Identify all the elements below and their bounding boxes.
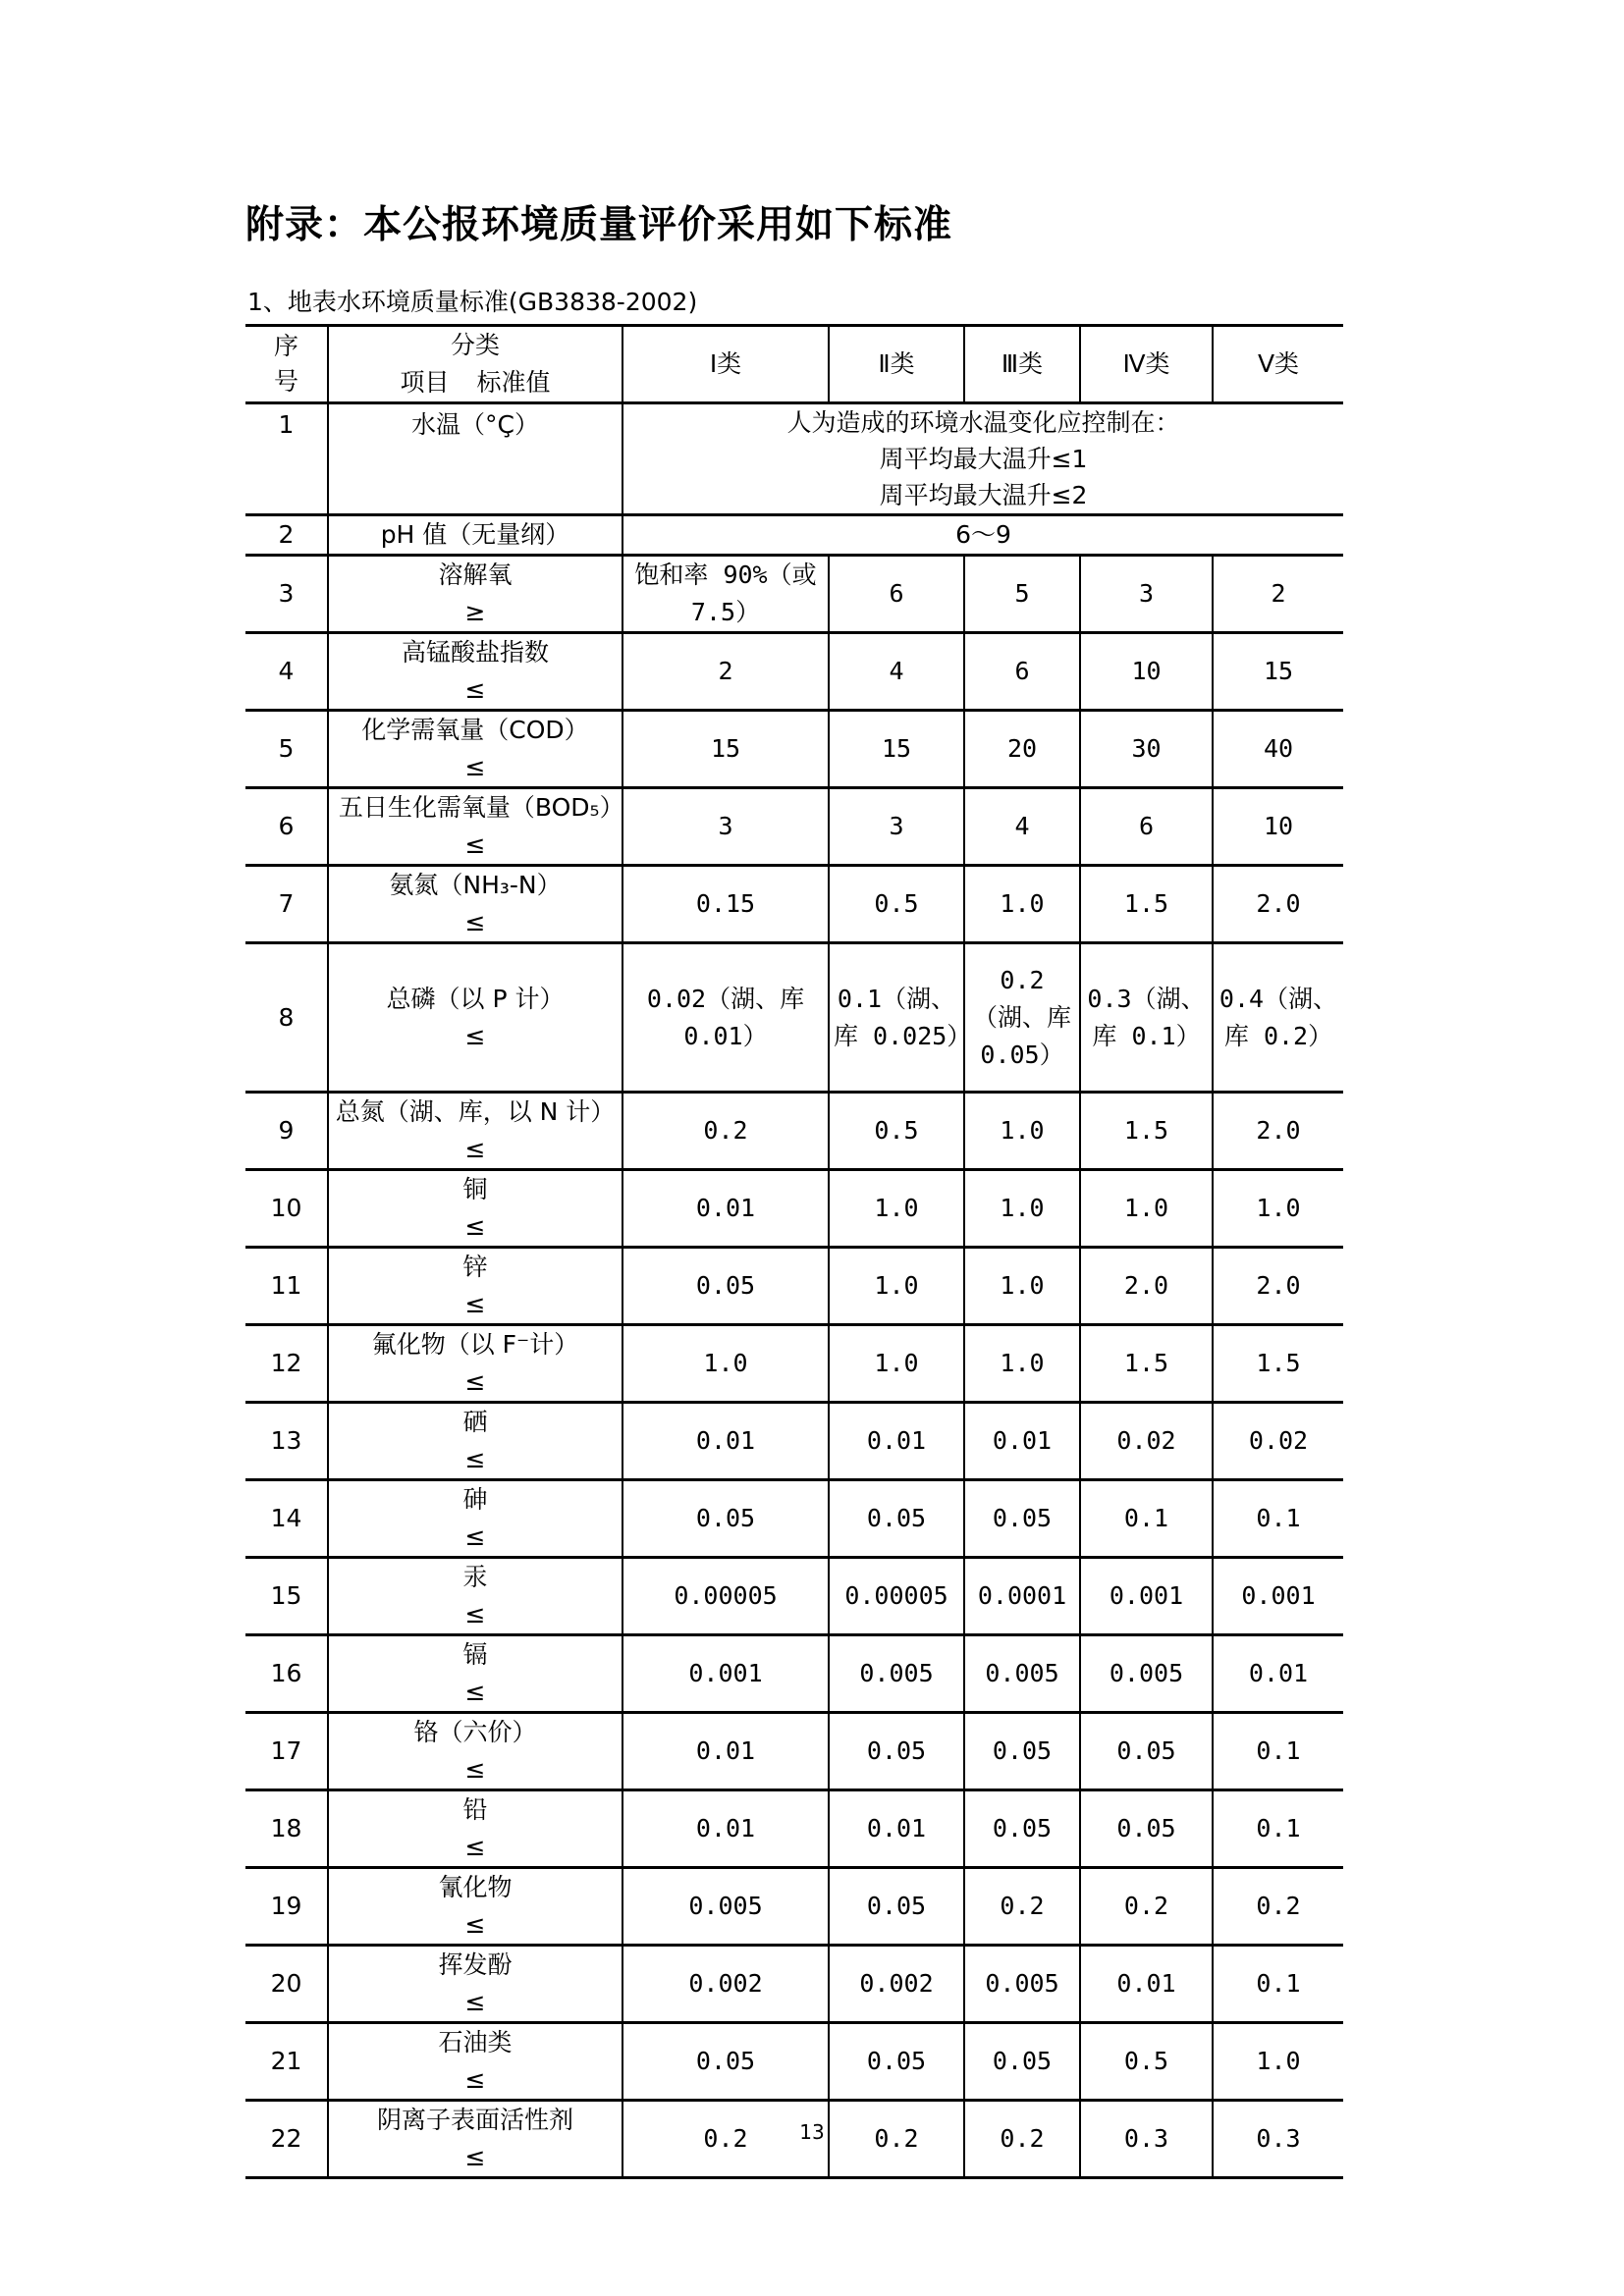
table-row bbox=[245, 1248, 1343, 1325]
row-no: 12 bbox=[245, 1325, 328, 1403]
row-operator: ≤ bbox=[464, 1833, 486, 1861]
value-class-3: 4 bbox=[964, 788, 1080, 866]
header-std: 标准值 bbox=[476, 368, 551, 397]
value-class-5: 0.3 bbox=[1213, 2101, 1343, 2178]
page-number: 13 bbox=[799, 2120, 825, 2144]
value-class-5: 10 bbox=[1213, 788, 1343, 866]
value-class-4: 3 bbox=[1080, 556, 1213, 633]
value-class-5: 2 bbox=[1213, 556, 1343, 633]
row-operator: ≤ bbox=[464, 2065, 486, 2094]
value-class-5: 0.1 bbox=[1213, 1713, 1343, 1790]
table-row bbox=[245, 1170, 1343, 1248]
header-class-5: Ⅴ类 bbox=[1213, 326, 1343, 403]
header-class-2: Ⅱ类 bbox=[829, 326, 964, 403]
value-class-1: 2 bbox=[623, 633, 829, 711]
row-no: 15 bbox=[245, 1558, 328, 1635]
table-row bbox=[245, 1325, 1343, 1403]
table-row bbox=[245, 1713, 1343, 1790]
value-class-4: 0.1 bbox=[1080, 1480, 1213, 1558]
table-row bbox=[245, 633, 1343, 711]
value-class-3: 1.0 bbox=[964, 866, 1080, 943]
value-class-3: 0.0001 bbox=[964, 1558, 1080, 1635]
row-name bbox=[328, 1790, 623, 1868]
value-class-5: 15 bbox=[1213, 633, 1343, 711]
table-row bbox=[245, 1093, 1343, 1170]
value-class-3: 0.01 bbox=[964, 1403, 1080, 1480]
value-class-3: 20 bbox=[964, 711, 1080, 788]
header-class-3: Ⅲ类 bbox=[964, 326, 1080, 403]
header-seq-line1: 序 bbox=[273, 332, 298, 360]
value-class-4: 0.001 bbox=[1080, 1558, 1213, 1635]
value-class-2: 0.05 bbox=[829, 1868, 964, 1946]
value-class-1: 1.0 bbox=[623, 1325, 829, 1403]
row-name bbox=[328, 1713, 623, 1790]
row-no: 14 bbox=[245, 1480, 328, 1558]
ph-range: 6～9 bbox=[623, 515, 1343, 556]
value-class-3: 6 bbox=[964, 633, 1080, 711]
row-name-text: 氰化物 bbox=[438, 1873, 513, 1901]
row-name bbox=[328, 1093, 623, 1170]
value-class-5: 0.001 bbox=[1213, 1558, 1343, 1635]
row-name-text: 挥发酚 bbox=[438, 1950, 513, 1979]
row-no: 20 bbox=[245, 1946, 328, 2023]
value-class-3: 1.0 bbox=[964, 1170, 1080, 1248]
header-category-top: 分类 bbox=[450, 331, 500, 359]
value-class-1: 0.00005 bbox=[623, 1558, 829, 1635]
row-name-text: 硒 bbox=[462, 1408, 488, 1436]
value-class-2: 0.05 bbox=[829, 1713, 964, 1790]
header-seq-line2: 号 bbox=[273, 367, 298, 396]
row-operator: ≤ bbox=[464, 1678, 486, 1706]
value-class-1: 0.005 bbox=[623, 1868, 829, 1946]
value-class-1: 0.05 bbox=[623, 1480, 829, 1558]
row-operator: ≤ bbox=[464, 1600, 486, 1629]
value-class-1: 0.01 bbox=[623, 1713, 829, 1790]
row-no: 10 bbox=[245, 1170, 328, 1248]
row-name-text: 汞 bbox=[462, 1563, 488, 1591]
header-seq bbox=[245, 326, 328, 403]
row-no: 9 bbox=[245, 1093, 328, 1170]
row-operator: ≤ bbox=[464, 2143, 486, 2171]
table-row bbox=[245, 1790, 1343, 1868]
row-name-text: 氟化物（以 F⁻计） bbox=[371, 1330, 579, 1359]
header-category-sub bbox=[333, 364, 618, 401]
table-row bbox=[245, 1946, 1343, 2023]
value-class-3: 1.0 bbox=[964, 1325, 1080, 1403]
row-operator: ≤ bbox=[464, 1910, 486, 1939]
value-class-5: 0.2 bbox=[1213, 1868, 1343, 1946]
value-class-2: 0.00005 bbox=[829, 1558, 964, 1635]
row-no: 8 bbox=[245, 943, 328, 1093]
water-temp-line-3: 周平均最大温升≤2 bbox=[879, 481, 1088, 509]
table-row bbox=[245, 1480, 1343, 1558]
row-operator: ≤ bbox=[464, 1367, 486, 1396]
value-class-5: 0.02 bbox=[1213, 1403, 1343, 1480]
value-class-1: 0.02（湖、库 0.01） bbox=[623, 943, 829, 1093]
row-name-text: 铜 bbox=[462, 1175, 488, 1203]
water-temp-line-1: 人为造成的环境水温变化应控制在： bbox=[786, 408, 1180, 437]
value-class-4: 0.02 bbox=[1080, 1403, 1213, 1480]
value-class-3: 0.005 bbox=[964, 1635, 1080, 1713]
row-name bbox=[328, 556, 623, 633]
value-class-4: 30 bbox=[1080, 711, 1213, 788]
value-class-5: 2.0 bbox=[1213, 1248, 1343, 1325]
header-item: 项目 bbox=[400, 368, 450, 397]
table-row bbox=[245, 2023, 1343, 2101]
row-name bbox=[328, 943, 623, 1093]
value-class-2: 0.5 bbox=[829, 866, 964, 943]
row-no: 3 bbox=[245, 556, 328, 633]
table-row bbox=[245, 556, 1343, 633]
table-row bbox=[245, 1635, 1343, 1713]
row-name bbox=[328, 1325, 623, 1403]
value-class-2: 1.0 bbox=[829, 1248, 964, 1325]
value-class-2: 0.1（湖、库 0.025） bbox=[829, 943, 964, 1093]
value-class-4: 0.005 bbox=[1080, 1635, 1213, 1713]
value-class-5: 0.01 bbox=[1213, 1635, 1343, 1713]
value-class-4: 0.5 bbox=[1080, 2023, 1213, 2101]
table-row bbox=[245, 1868, 1343, 1946]
value-class-4: 1.5 bbox=[1080, 1093, 1213, 1170]
row-name-text: 高锰酸盐指数 bbox=[401, 638, 549, 667]
row-name-text: 化学需氧量（COD） bbox=[361, 716, 589, 744]
row-name bbox=[328, 633, 623, 711]
value-class-4: 0.3（湖、库 0.1） bbox=[1080, 943, 1213, 1093]
row-no: 7 bbox=[245, 866, 328, 943]
row-name bbox=[328, 1868, 623, 1946]
table-row-1 bbox=[245, 403, 1343, 515]
header-class-1: Ⅰ类 bbox=[623, 326, 829, 403]
row-name-text: 五日生化需氧量（BOD₅）≤ bbox=[338, 793, 613, 859]
value-class-5: 2.0 bbox=[1213, 1093, 1343, 1170]
value-class-2: 0.005 bbox=[829, 1635, 964, 1713]
row-no: 6 bbox=[245, 788, 328, 866]
row-name-text: 砷 bbox=[462, 1485, 488, 1514]
row-name bbox=[328, 1170, 623, 1248]
row-name: 水温（°Ç） bbox=[328, 403, 623, 515]
value-class-1: 饱和率 90%（或 7.5） bbox=[623, 556, 829, 633]
value-class-5: 0.1 bbox=[1213, 1946, 1343, 2023]
value-class-2: 0.01 bbox=[829, 1403, 964, 1480]
value-class-3: 0.05 bbox=[964, 2023, 1080, 2101]
row-no: 2 bbox=[245, 515, 328, 556]
table-row bbox=[245, 1558, 1343, 1635]
value-class-2: 1.0 bbox=[829, 1325, 964, 1403]
row-no: 17 bbox=[245, 1713, 328, 1790]
row-name: pH 值（无量纲） bbox=[328, 515, 623, 556]
value-class-1: 0.2 bbox=[623, 1093, 829, 1170]
value-class-3: 0.05 bbox=[964, 1480, 1080, 1558]
row-name bbox=[328, 788, 623, 866]
value-class-5: 0.1 bbox=[1213, 1790, 1343, 1868]
value-class-2: 0.2 bbox=[829, 2101, 964, 2178]
value-class-3: 0.05 bbox=[964, 1790, 1080, 1868]
value-class-5: 2.0 bbox=[1213, 866, 1343, 943]
value-class-5: 0.4（湖、库 0.2） bbox=[1213, 943, 1343, 1093]
value-class-4: 10 bbox=[1080, 633, 1213, 711]
value-class-3: 0.005 bbox=[964, 1946, 1080, 2023]
value-class-4: 6 bbox=[1080, 788, 1213, 866]
row-operator: ≤ bbox=[464, 1212, 486, 1241]
row-no: 19 bbox=[245, 1868, 328, 1946]
value-class-1: 0.2 bbox=[623, 2101, 829, 2178]
row-no: 11 bbox=[245, 1248, 328, 1325]
row-name-text: 石油类 bbox=[438, 2028, 513, 2056]
row-name bbox=[328, 711, 623, 788]
value-class-2: 15 bbox=[829, 711, 964, 788]
row-name bbox=[328, 1403, 623, 1480]
value-class-3: 0.2 bbox=[964, 1868, 1080, 1946]
water-temp-note bbox=[623, 403, 1343, 515]
row-name-text: 铅 bbox=[462, 1795, 488, 1824]
value-class-5: 0.1 bbox=[1213, 1480, 1343, 1558]
row-name-text: 氨氮（NH₃-N） bbox=[389, 871, 562, 899]
value-class-4: 2.0 bbox=[1080, 1248, 1213, 1325]
value-class-4: 1.5 bbox=[1080, 1325, 1213, 1403]
row-name-text: 总氮（湖、库，以 N 计）≤ bbox=[335, 1097, 616, 1163]
value-class-3: 0.2（湖、库 0.05） bbox=[964, 943, 1080, 1093]
water-temp-line-2: 周平均最大温升≤1 bbox=[879, 445, 1088, 473]
value-class-4: 1.0 bbox=[1080, 1170, 1213, 1248]
row-no: 4 bbox=[245, 633, 328, 711]
row-name-text: 阴离子表面活性剂 bbox=[376, 2106, 573, 2134]
value-class-3: 0.05 bbox=[964, 1713, 1080, 1790]
value-class-3: 1.0 bbox=[964, 1093, 1080, 1170]
value-class-4: 0.05 bbox=[1080, 1790, 1213, 1868]
value-class-2: 1.0 bbox=[829, 1170, 964, 1248]
page-title: 附录：本公报环境质量评价采用如下标准 bbox=[245, 203, 953, 247]
row-operator: ≤ bbox=[464, 1290, 486, 1318]
row-name-text: 铬（六价） bbox=[413, 1718, 537, 1746]
row-name bbox=[328, 1480, 623, 1558]
table-row bbox=[245, 788, 1343, 866]
value-class-4: 0.01 bbox=[1080, 1946, 1213, 2023]
row-name bbox=[328, 1946, 623, 2023]
value-class-2: 0.5 bbox=[829, 1093, 964, 1170]
value-class-2: 0.05 bbox=[829, 1480, 964, 1558]
row-operator: ≥ bbox=[464, 598, 486, 626]
row-operator: ≤ bbox=[464, 753, 486, 781]
value-class-1: 15 bbox=[623, 711, 829, 788]
row-name-text: 镉 bbox=[462, 1640, 488, 1669]
row-operator: ≤ bbox=[464, 1522, 486, 1551]
row-operator: ≤ bbox=[464, 1445, 486, 1473]
table-row bbox=[245, 711, 1343, 788]
value-class-5: 1.0 bbox=[1213, 1170, 1343, 1248]
table-row-2 bbox=[245, 515, 1343, 556]
table-header-row bbox=[245, 326, 1343, 403]
value-class-1: 0.01 bbox=[623, 1403, 829, 1480]
table-row bbox=[245, 866, 1343, 943]
value-class-2: 0.01 bbox=[829, 1790, 964, 1868]
value-class-2: 4 bbox=[829, 633, 964, 711]
header-category bbox=[328, 326, 623, 403]
row-no: 13 bbox=[245, 1403, 328, 1480]
row-name bbox=[328, 2023, 623, 2101]
row-no: 16 bbox=[245, 1635, 328, 1713]
row-name bbox=[328, 1558, 623, 1635]
value-class-3: 1.0 bbox=[964, 1248, 1080, 1325]
row-name bbox=[328, 1248, 623, 1325]
value-class-1: 0.15 bbox=[623, 866, 829, 943]
value-class-5: 1.5 bbox=[1213, 1325, 1343, 1403]
value-class-1: 0.01 bbox=[623, 1170, 829, 1248]
value-class-1: 0.05 bbox=[623, 1248, 829, 1325]
table-row bbox=[245, 943, 1343, 1093]
row-operator: ≤ bbox=[464, 1755, 486, 1784]
row-no: 18 bbox=[245, 1790, 328, 1868]
value-class-2: 6 bbox=[829, 556, 964, 633]
row-name-text: 锌 bbox=[462, 1253, 488, 1281]
row-operator: ≤ bbox=[464, 675, 486, 704]
row-operator: ≤ bbox=[464, 908, 486, 936]
row-name-text: 溶解氧 bbox=[438, 561, 513, 589]
value-class-4: 0.05 bbox=[1080, 1713, 1213, 1790]
value-class-2: 0.002 bbox=[829, 1946, 964, 2023]
row-name-text: 总磷（以 P 计） bbox=[386, 984, 565, 1013]
value-class-2: 0.05 bbox=[829, 2023, 964, 2101]
row-no: 21 bbox=[245, 2023, 328, 2101]
row-operator: ≤ bbox=[464, 1021, 486, 1050]
water-quality-standard-table bbox=[245, 324, 1343, 2179]
section-title: 1、地表水环境质量标准(GB3838-2002) bbox=[247, 288, 698, 316]
value-class-4: 0.3 bbox=[1080, 2101, 1213, 2178]
header-class-4: Ⅳ类 bbox=[1080, 326, 1213, 403]
value-class-1: 0.05 bbox=[623, 2023, 829, 2101]
value-class-1: 0.001 bbox=[623, 1635, 829, 1713]
value-class-3: 5 bbox=[964, 556, 1080, 633]
row-name bbox=[328, 866, 623, 943]
value-class-4: 0.2 bbox=[1080, 1868, 1213, 1946]
value-class-4: 1.5 bbox=[1080, 866, 1213, 943]
value-class-1: 3 bbox=[623, 788, 829, 866]
row-name bbox=[328, 1635, 623, 1713]
value-class-1: 0.002 bbox=[623, 1946, 829, 2023]
value-class-1: 0.01 bbox=[623, 1790, 829, 1868]
value-class-5: 40 bbox=[1213, 711, 1343, 788]
value-class-2: 3 bbox=[829, 788, 964, 866]
value-class-5: 1.0 bbox=[1213, 2023, 1343, 2101]
value-class-3: 0.2 bbox=[964, 2101, 1080, 2178]
row-no: 5 bbox=[245, 711, 328, 788]
table-row bbox=[245, 1403, 1343, 1480]
row-operator: ≤ bbox=[464, 1988, 486, 2016]
row-no: 22 bbox=[245, 2101, 328, 2178]
row-no: 1 bbox=[245, 403, 328, 515]
